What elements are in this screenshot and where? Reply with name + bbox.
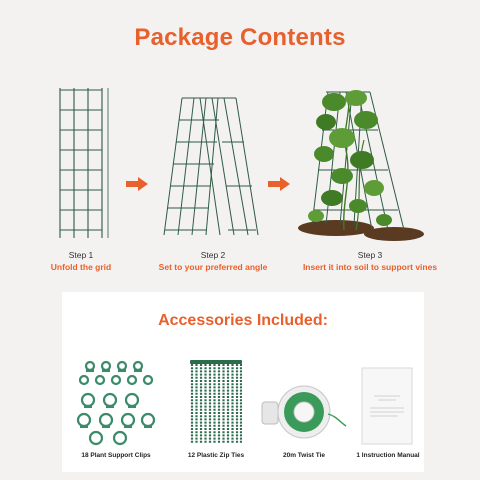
arrow-right-icon bbox=[126, 177, 148, 191]
plastic-zip-ties-illustration bbox=[188, 360, 242, 446]
plant-support-clips-illustration bbox=[74, 358, 158, 448]
a-frame-trellis-illustration bbox=[160, 80, 260, 240]
soil-mound bbox=[298, 220, 424, 241]
step-3-number: Step 3 bbox=[357, 250, 383, 260]
step-3-description: Insert it into soil to support vines bbox=[302, 262, 438, 272]
step-1-label bbox=[6, 250, 156, 272]
planted-trellis-illustration bbox=[296, 80, 426, 245]
instruction-manual-illustration bbox=[360, 366, 414, 446]
accessories-title: Accessories Included: bbox=[158, 312, 328, 329]
step-2-description: Set to your preferred angle bbox=[158, 262, 268, 272]
step-3-label bbox=[285, 250, 455, 272]
flat-trellis-illustration bbox=[52, 80, 112, 240]
accessory-label-manual: 1 Instruction Manual bbox=[356, 452, 420, 459]
accessories-panel bbox=[62, 292, 424, 472]
accessory-label-twist-tie: 20m Twist Tie bbox=[282, 452, 326, 459]
steps-row bbox=[0, 80, 480, 280]
step-2-number: Step 2 bbox=[200, 250, 226, 260]
page-title: Package Contents bbox=[134, 24, 346, 51]
twist-tie-reel-illustration bbox=[258, 384, 348, 440]
accessory-label-zip-ties: 12 Plastic Zip Ties bbox=[187, 452, 245, 459]
step-1-description: Unfold the grid bbox=[50, 262, 112, 272]
step-2-label bbox=[138, 250, 288, 272]
step-1-number: Step 1 bbox=[68, 250, 94, 260]
accessory-label-clips: 18 Plant Support Clips bbox=[81, 452, 151, 459]
arrow-right-icon bbox=[268, 177, 290, 191]
